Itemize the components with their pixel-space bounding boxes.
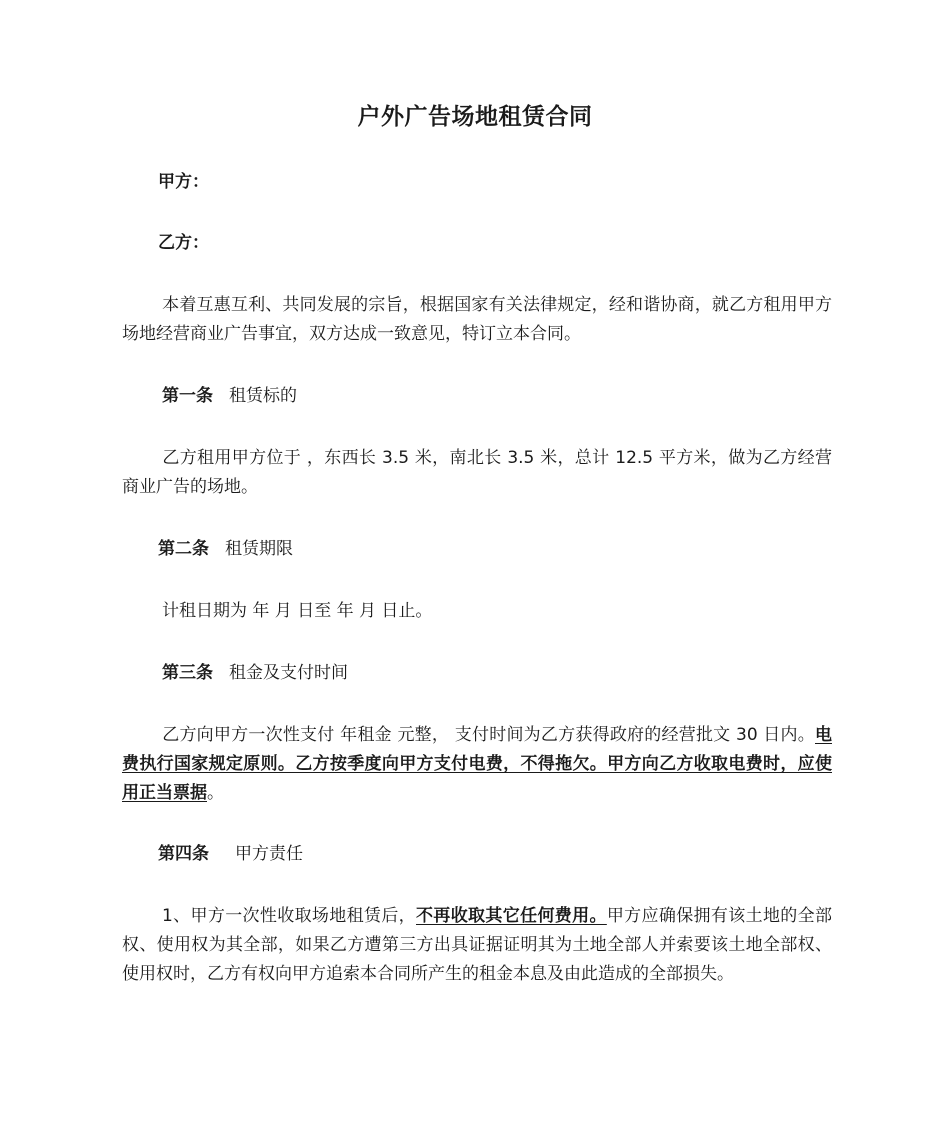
- article-title: 租赁期限: [225, 539, 293, 559]
- article-3-end: 。: [207, 783, 224, 803]
- article-title: 租赁标的: [229, 386, 297, 406]
- no-extra-fees-emphasis: 不再收取其它任何费用。: [416, 906, 607, 926]
- article-2-body: 计租日期为 年 月 日至 年 月 日止。: [162, 601, 433, 621]
- article-3-text: 乙方向甲方一次性支付 年租金 元整， 支付时间为乙方获得政府的经营批文 30 日内。: [162, 725, 815, 745]
- preamble-paragraph: [122, 291, 832, 349]
- article-title: 租金及支付时间: [229, 663, 348, 683]
- party-b-label: 乙方：: [158, 233, 209, 253]
- article-2-heading: [158, 535, 868, 564]
- item-1-lead: 1、甲方一次性收取场地租赁后，: [162, 906, 417, 926]
- article-1-heading: [162, 382, 872, 411]
- party-a-label: 甲方：: [158, 172, 209, 192]
- article-3-heading: [162, 659, 872, 688]
- article-1-body: [122, 444, 832, 502]
- article-number: 第一条: [162, 386, 213, 406]
- document-title: 户外广告场地租赁合同: [357, 104, 593, 130]
- electricity-clause-emphasis: 电费执行国家规定原则。乙方按季度向甲方支付电费，不得拖欠。甲方向乙方收取电费时，应使用正当票据: [122, 725, 832, 803]
- item-1-rest: 甲方应确保拥有该土地的全部权、使用权为其全部，如果乙方遭第三方出具证据证明其为土地全部人并索要该土地全部权、使用权时，乙方有权向甲方追索本合同所产生的租金本息及由此造成的全部损失。: [122, 906, 832, 984]
- article-4-item-1: [122, 902, 832, 989]
- article-3-body: [122, 721, 832, 808]
- article-title: 甲方责任: [235, 844, 303, 864]
- article-4-heading: [158, 840, 868, 869]
- article-number: 第三条: [162, 663, 213, 683]
- article-number: 第四条: [158, 844, 209, 864]
- preamble-text: 本着互惠互利、共同发展的宗旨，根据国家有关法律规定，经和谐协商，就乙方租用甲方场地经营商业广告事宜，双方达成一致意见，特订立本合同。: [122, 295, 832, 344]
- article-1-text: 乙方租用甲方位于 ，东西长 3.5 米，南北长 3.5 米，总计 12.5 平方米，做为乙方经营商业广告的场地。: [122, 448, 832, 497]
- article-number: 第二条: [158, 539, 209, 559]
